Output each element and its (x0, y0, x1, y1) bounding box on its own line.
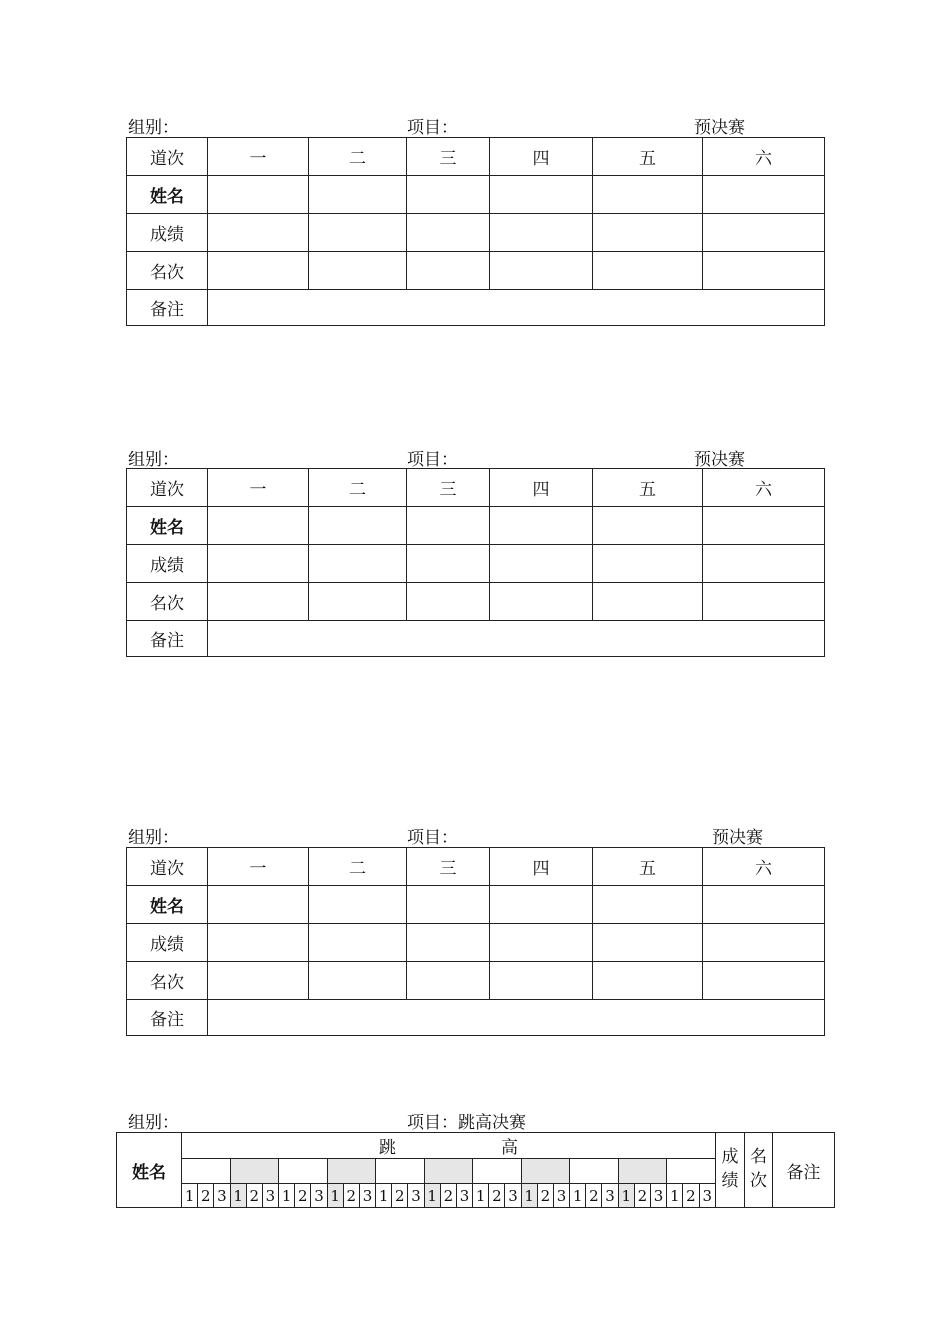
height-cell[interactable] (279, 1159, 328, 1184)
lane-cell: 五 (593, 138, 703, 176)
rank-input-cell[interactable] (309, 962, 407, 1000)
rank-row (127, 252, 825, 290)
rank-input-cell[interactable] (407, 962, 490, 1000)
rank-input-cell[interactable] (703, 583, 825, 621)
result-label: 成绩 (127, 214, 208, 252)
high-jump-title-row (117, 1133, 835, 1159)
name-input-cell[interactable] (703, 507, 825, 545)
lane-row (127, 138, 825, 176)
attempt-number: 3 (359, 1184, 375, 1208)
name-label: 姓名 (127, 176, 208, 214)
attempt-number: 3 (408, 1184, 424, 1208)
attempt-number: 2 (198, 1184, 214, 1208)
round-label: 预决赛 (712, 828, 763, 848)
rank-label: 名次 (127, 962, 208, 1000)
attempt-number: 3 (505, 1184, 521, 1208)
result-input-cell[interactable] (309, 214, 407, 252)
attempt-number: 1 (182, 1184, 198, 1208)
lane-header: 道次 (127, 848, 208, 886)
result-input-cell[interactable] (309, 545, 407, 583)
rank-input-cell[interactable] (703, 252, 825, 290)
name-input-cell[interactable] (593, 176, 703, 214)
remark-label: 备注 (772, 1133, 834, 1208)
attempt-number: 3 (262, 1184, 278, 1208)
round-label: 预决赛 (694, 450, 745, 470)
attempt-number: 2 (489, 1184, 505, 1208)
rank-input-cell[interactable] (593, 583, 703, 621)
lane-cell: 三 (407, 469, 490, 507)
attempt-number: 1 (618, 1184, 634, 1208)
lane-cell: 五 (593, 848, 703, 886)
rank-input-cell[interactable] (208, 962, 309, 1000)
name-input-cell[interactable] (703, 176, 825, 214)
group-label: 组别： (128, 1113, 179, 1133)
height-cell[interactable] (327, 1159, 376, 1184)
lane-cell: 三 (407, 138, 490, 176)
lane-cell: 六 (703, 138, 825, 176)
attempt-number: 1 (473, 1184, 489, 1208)
attempt-number: 1 (521, 1184, 537, 1208)
result-input-cell[interactable] (490, 924, 593, 962)
height-cell[interactable] (376, 1159, 425, 1184)
attempt-number: 2 (440, 1184, 456, 1208)
remark-label: 备注 (127, 621, 208, 657)
lane-cell: 三 (407, 848, 490, 886)
name-input-cell[interactable] (490, 176, 593, 214)
name-input-cell[interactable] (208, 886, 309, 924)
high-jump-title-right: 高 (500, 1138, 518, 1158)
name-row (127, 176, 825, 214)
lane-cell: 六 (703, 848, 825, 886)
name-label: 姓名 (127, 507, 208, 545)
lane-cell: 二 (309, 138, 407, 176)
attempt-number: 2 (634, 1184, 650, 1208)
lane-row (127, 848, 825, 886)
lane-cell: 五 (593, 469, 703, 507)
group-label: 组别： (128, 450, 179, 470)
name-label: 姓名 (117, 1133, 182, 1208)
remark-row (127, 621, 825, 657)
name-input-cell[interactable] (309, 176, 407, 214)
result-input-cell[interactable] (703, 924, 825, 962)
rank-label: 名次 (127, 583, 208, 621)
attempt-number: 2 (246, 1184, 262, 1208)
attempt-number: 2 (392, 1184, 408, 1208)
result-input-cell[interactable] (208, 924, 309, 962)
rank-input-cell[interactable] (703, 962, 825, 1000)
high-jump-table (116, 1132, 835, 1208)
result-input-cell[interactable] (407, 924, 490, 962)
group-label: 组别： (128, 828, 179, 848)
attempt-number: 2 (295, 1184, 311, 1208)
height-cell[interactable] (424, 1159, 473, 1184)
result-input-cell[interactable] (593, 924, 703, 962)
result-row (127, 924, 825, 962)
name-input-cell[interactable] (208, 176, 309, 214)
rank-input-cell[interactable] (490, 252, 593, 290)
lane-cell: 二 (309, 848, 407, 886)
rank-row (127, 962, 825, 1000)
group-label: 组别： (128, 118, 179, 138)
result-label: 成绩 (715, 1133, 744, 1208)
lane-cell: 一 (208, 469, 309, 507)
rank-input-cell[interactable] (593, 962, 703, 1000)
lane-cell: 一 (208, 848, 309, 886)
round-label: 预决赛 (694, 118, 745, 138)
lane-cell: 四 (490, 469, 593, 507)
result-input-cell[interactable] (407, 214, 490, 252)
rank-input-cell[interactable] (407, 252, 490, 290)
event-label: 项目： (407, 118, 458, 138)
event-label: 项目：跳高决赛 (407, 1113, 526, 1133)
result-input-cell[interactable] (593, 545, 703, 583)
name-input-cell[interactable] (309, 507, 407, 545)
lane-table (126, 137, 825, 326)
attempt-number: 3 (214, 1184, 230, 1208)
attempt-number: 3 (553, 1184, 569, 1208)
attempt-number: 1 (230, 1184, 246, 1208)
rank-row (127, 583, 825, 621)
result-input-cell[interactable] (703, 545, 825, 583)
attempt-number: 1 (327, 1184, 343, 1208)
height-cell[interactable] (521, 1159, 570, 1184)
attempt-number: 3 (456, 1184, 472, 1208)
lane-table (126, 468, 825, 657)
name-input-cell[interactable] (593, 886, 703, 924)
name-input-cell[interactable] (703, 886, 825, 924)
height-cell[interactable] (473, 1159, 522, 1184)
remark-input-cell[interactable] (208, 621, 825, 657)
name-input-cell[interactable] (490, 886, 593, 924)
rank-input-cell[interactable] (593, 252, 703, 290)
rank-input-cell[interactable] (407, 583, 490, 621)
attempt-number: 2 (537, 1184, 553, 1208)
attempt-number: 3 (311, 1184, 327, 1208)
result-input-cell[interactable] (309, 924, 407, 962)
name-input-cell[interactable] (407, 176, 490, 214)
name-input-cell[interactable] (407, 886, 490, 924)
remark-input-cell[interactable] (208, 290, 825, 326)
lane-cell: 六 (703, 469, 825, 507)
rank-input-cell[interactable] (309, 583, 407, 621)
remark-label: 备注 (127, 1000, 208, 1036)
event-label: 项目： (407, 828, 458, 848)
high-jump-title-left: 跳 (378, 1138, 396, 1158)
name-label: 姓名 (127, 886, 208, 924)
result-row (127, 545, 825, 583)
lane-table (126, 847, 825, 1036)
attempt-number: 2 (586, 1184, 602, 1208)
rank-input-cell[interactable] (208, 252, 309, 290)
attempt-number: 2 (343, 1184, 359, 1208)
rank-input-cell[interactable] (490, 962, 593, 1000)
lane-row (127, 469, 825, 507)
rank-label: 名次 (744, 1133, 772, 1208)
lane-cell: 四 (490, 848, 593, 886)
name-row (127, 507, 825, 545)
attempt-number: 3 (699, 1184, 715, 1208)
result-input-cell[interactable] (407, 545, 490, 583)
name-input-cell[interactable] (490, 507, 593, 545)
attempt-number: 1 (376, 1184, 392, 1208)
attempt-number: 3 (650, 1184, 666, 1208)
lane-header: 道次 (127, 469, 208, 507)
attempt-number: 3 (602, 1184, 618, 1208)
name-input-cell[interactable] (593, 507, 703, 545)
result-input-cell[interactable] (208, 545, 309, 583)
height-cell[interactable] (230, 1159, 279, 1184)
rank-label: 名次 (127, 252, 208, 290)
result-input-cell[interactable] (208, 214, 309, 252)
high-jump-title (182, 1133, 716, 1159)
event-label: 项目： (407, 450, 458, 470)
rank-input-cell[interactable] (490, 583, 593, 621)
lane-header: 道次 (127, 138, 208, 176)
result-input-cell[interactable] (490, 214, 593, 252)
remark-row (127, 1000, 825, 1036)
name-input-cell[interactable] (208, 507, 309, 545)
attempt-number: 1 (279, 1184, 295, 1208)
result-label: 成绩 (127, 924, 208, 962)
rank-input-cell[interactable] (208, 583, 309, 621)
attempt-number: 1 (424, 1184, 440, 1208)
name-input-cell[interactable] (407, 507, 490, 545)
result-label: 成绩 (127, 545, 208, 583)
result-input-cell[interactable] (593, 214, 703, 252)
result-row (127, 214, 825, 252)
lane-cell: 四 (490, 138, 593, 176)
lane-cell: 二 (309, 469, 407, 507)
height-cell[interactable] (618, 1159, 667, 1184)
name-row (127, 886, 825, 924)
rank-input-cell[interactable] (309, 252, 407, 290)
result-input-cell[interactable] (703, 214, 825, 252)
height-cell[interactable] (667, 1159, 716, 1184)
result-input-cell[interactable] (490, 545, 593, 583)
attempt-number: 2 (683, 1184, 699, 1208)
name-input-cell[interactable] (309, 886, 407, 924)
remark-row (127, 290, 825, 326)
height-cell[interactable] (182, 1159, 231, 1184)
height-cell[interactable] (570, 1159, 619, 1184)
lane-cell: 一 (208, 138, 309, 176)
attempt-number: 1 (667, 1184, 683, 1208)
attempt-number: 1 (570, 1184, 586, 1208)
remark-label: 备注 (127, 290, 208, 326)
remark-input-cell[interactable] (208, 1000, 825, 1036)
